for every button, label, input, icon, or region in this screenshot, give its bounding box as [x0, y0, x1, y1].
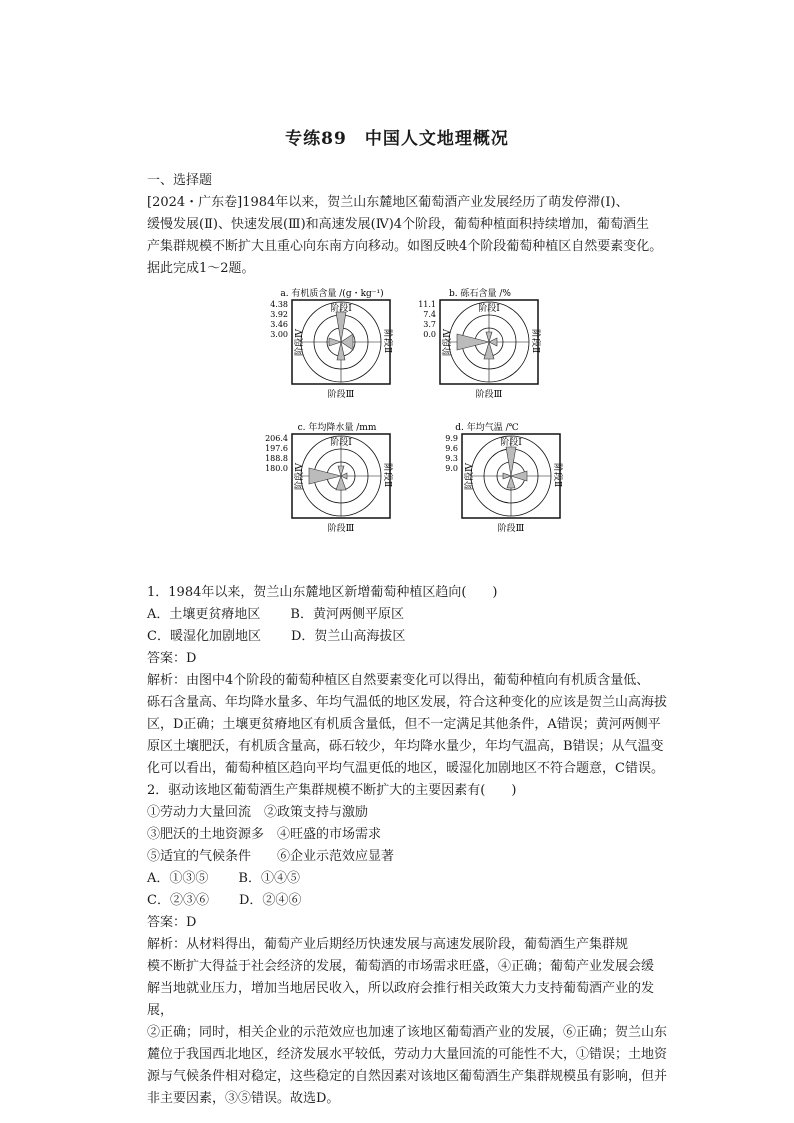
- q2-options-row-1: [147, 868, 667, 890]
- q1-options-row-2: [147, 626, 667, 648]
- section-heading: 一、选择题: [147, 173, 213, 188]
- figure-b-tick-1: 11.1: [418, 300, 436, 309]
- figure-a-tick-2: 3.92: [270, 310, 288, 319]
- q2-options-row-2: [147, 890, 667, 912]
- q2-option-d: D．②④⑥: [238, 893, 302, 908]
- figure-d-label-bottom: 阶段Ⅲ: [497, 524, 525, 534]
- figure-b-title: b. 砾石含量 /%: [449, 289, 511, 299]
- figure-c-label-bottom: 阶段Ⅲ: [327, 524, 355, 534]
- figure-c-label-right: 阶段Ⅱ: [382, 463, 392, 488]
- q2-stem: 2．驱动该地区葡萄酒生产集群规模不断扩大的主要因素有( ): [147, 783, 517, 798]
- figure-a: [257, 284, 397, 412]
- figure-c-tick-4: 180.0: [265, 464, 288, 473]
- q2-item-line-2: ③肥沃的土地资源多 ④旺盛的市场需求: [147, 827, 382, 842]
- q1-analysis-3: 区，D正确；土壤更贫瘠地区有机质含量低，但不一定满足其他条件，A错误；黄河两侧平: [147, 717, 661, 732]
- q2-analysis-1: 解析：从材料得出，葡萄产业后期经历快速发展与高速发展阶段，葡萄酒生产集群规: [147, 937, 629, 952]
- intro-line-3: 产集群规模不断扩大且重心向东南方向移动。如图反映4个阶段葡萄种植区自然要素变化。: [147, 239, 663, 254]
- figure-b-tick-3: 3.7: [423, 320, 436, 329]
- q1-option-a: A．土壤更贫瘠地区: [147, 607, 261, 622]
- q1-analysis-5: 化可以看出，葡萄种植区趋向平均气温更低的地区，暖湿化加剧地区不符合题意，C错误。: [147, 761, 664, 776]
- figure-c: [257, 418, 397, 548]
- figure-b-tick-2: 7.4: [423, 310, 436, 319]
- q2-analysis-3: 解当地就业压力，增加当地居民收入，所以政府会推行相关政策大力支持葡萄酒产业的发展，: [147, 981, 655, 1018]
- figure-c-tick-3: 188.8: [265, 454, 288, 463]
- figure-d-label-left: 阶段Ⅳ: [465, 463, 475, 490]
- figure-d-tick-2: 9.6: [445, 444, 458, 453]
- q1-analysis-1: 解析：由图中4个阶段的葡萄种植区自然要素变化可以得出，葡萄种植向有机质含量低、: [147, 673, 650, 688]
- figure-c-tick-2: 197.6: [265, 444, 288, 453]
- figure-d-tick-3: 9.3: [445, 454, 458, 463]
- q1-options-row-1: [147, 604, 667, 626]
- q2-analysis-7: 非主要因素，③⑤错误。故选D。: [147, 1091, 340, 1106]
- figure-a-label-top: 阶段Ⅰ: [330, 304, 352, 314]
- intro-line-2: 缓慢发展(Ⅱ)、快速发展(Ⅲ)和高速发展(Ⅳ)4个阶段，葡萄种植面积持续增加，葡萄酒生: [147, 217, 650, 232]
- q1-option-d: D．贺兰山高海拔区: [290, 629, 406, 644]
- q2-answer: 答案：D: [147, 915, 197, 930]
- q2-analysis-4: ②正确；同时，相关企业的示范效应也加速了该地区葡萄酒产业的发展，⑥正确；贺兰山东: [147, 1025, 668, 1040]
- figure-a-label-right: 阶段Ⅱ: [382, 329, 392, 354]
- figure-c-tick-1: 206.4: [265, 434, 288, 443]
- figure-a-label-bottom: 阶段Ⅲ: [327, 390, 355, 400]
- q1-analysis-4: 原区土壤肥沃，有机质含量高，砾石较少，年均降水量少，年均气温高，B错误；从气温变: [147, 739, 664, 754]
- figure-d-label-right: 阶段Ⅱ: [552, 463, 562, 488]
- q1-option-b: B．黄河两侧平原区: [290, 607, 404, 622]
- q2-option-c: C．②③⑥: [147, 893, 209, 908]
- figure-d-tick-1: 9.9: [445, 434, 458, 443]
- figure-b-label-bottom: 阶段Ⅲ: [475, 390, 503, 400]
- figure-group: [147, 284, 667, 576]
- figure-b-tick-4: 0.0: [423, 330, 436, 339]
- q1-analysis-2: 砾石含量高、年均降水量多、年均气温低的地区发展，符合这种变化的应该是贺兰山高海拔: [147, 695, 668, 710]
- figure-d-label-top: 阶段Ⅰ: [500, 438, 522, 448]
- figure-a-tick-3: 3.46: [270, 320, 288, 329]
- q2-item-line-3: ⑤适宜的气候条件 ⑥企业示范效应显著: [147, 849, 395, 864]
- figure-d-title: d. 年均气温 /℃: [455, 423, 519, 433]
- content: [147, 170, 667, 1110]
- q2-analysis-2: 模不断扩大得益于社会经济的发展，葡萄酒的市场需求旺盛，④正确；葡萄产业发展会缓: [147, 959, 655, 974]
- figure-c-label-top: 阶段Ⅰ: [330, 438, 352, 448]
- figure-a-label-left: 阶段Ⅳ: [295, 329, 305, 356]
- page-title: 专练89 中国人文地理概况: [285, 129, 509, 149]
- figure-b-label-left: 阶段Ⅳ: [443, 329, 453, 356]
- q2-option-b: B．①④⑤: [238, 871, 300, 886]
- figure-a-tick-4: 3.00: [270, 330, 288, 339]
- q1-answer: 答案：D: [147, 651, 197, 666]
- figure-d: [427, 418, 567, 548]
- q1-option-c: C．暖湿化加剧地区: [147, 629, 261, 644]
- q2-analysis-5: 麓位于我国西北地区，经济发展水平较低，劳动力大量回流的可能性不大，①错误；土地资: [147, 1047, 668, 1062]
- figure-c-title: c. 年均降水量 /mm: [297, 423, 377, 433]
- q2-option-a: A．①③⑤: [147, 871, 209, 886]
- intro-line-1: [2024・广东卷]1984年以来，贺兰山东麓地区葡萄酒产业发展经历了萌发停滞(Ⅰ)、: [147, 195, 629, 210]
- q2-analysis-6: 源与气候条件相对稳定，这些稳定的自然因素对该地区葡萄酒生产集群规模虽有影响，但并: [147, 1069, 668, 1084]
- q2-item-line-1: ①劳动力大量回流 ②政策支持与激励: [147, 805, 369, 820]
- figure-a-title: a. 有机质含量 /(g・kg⁻¹): [280, 289, 384, 299]
- figure-d-tick-4: 9.0: [445, 464, 458, 473]
- intro-line-4: 据此完成1～2题。: [147, 261, 255, 276]
- figure-b: [405, 284, 545, 412]
- figure-b-label-top: 阶段Ⅰ: [478, 304, 500, 314]
- figure-b-label-right: 阶段Ⅱ: [530, 329, 540, 354]
- figure-c-label-left: 阶段Ⅳ: [295, 463, 305, 490]
- figure-a-tick-1: 4.38: [270, 300, 288, 309]
- q1-stem: 1．1984年以来，贺兰山东麓地区新增葡萄种植区趋向( ): [147, 585, 498, 600]
